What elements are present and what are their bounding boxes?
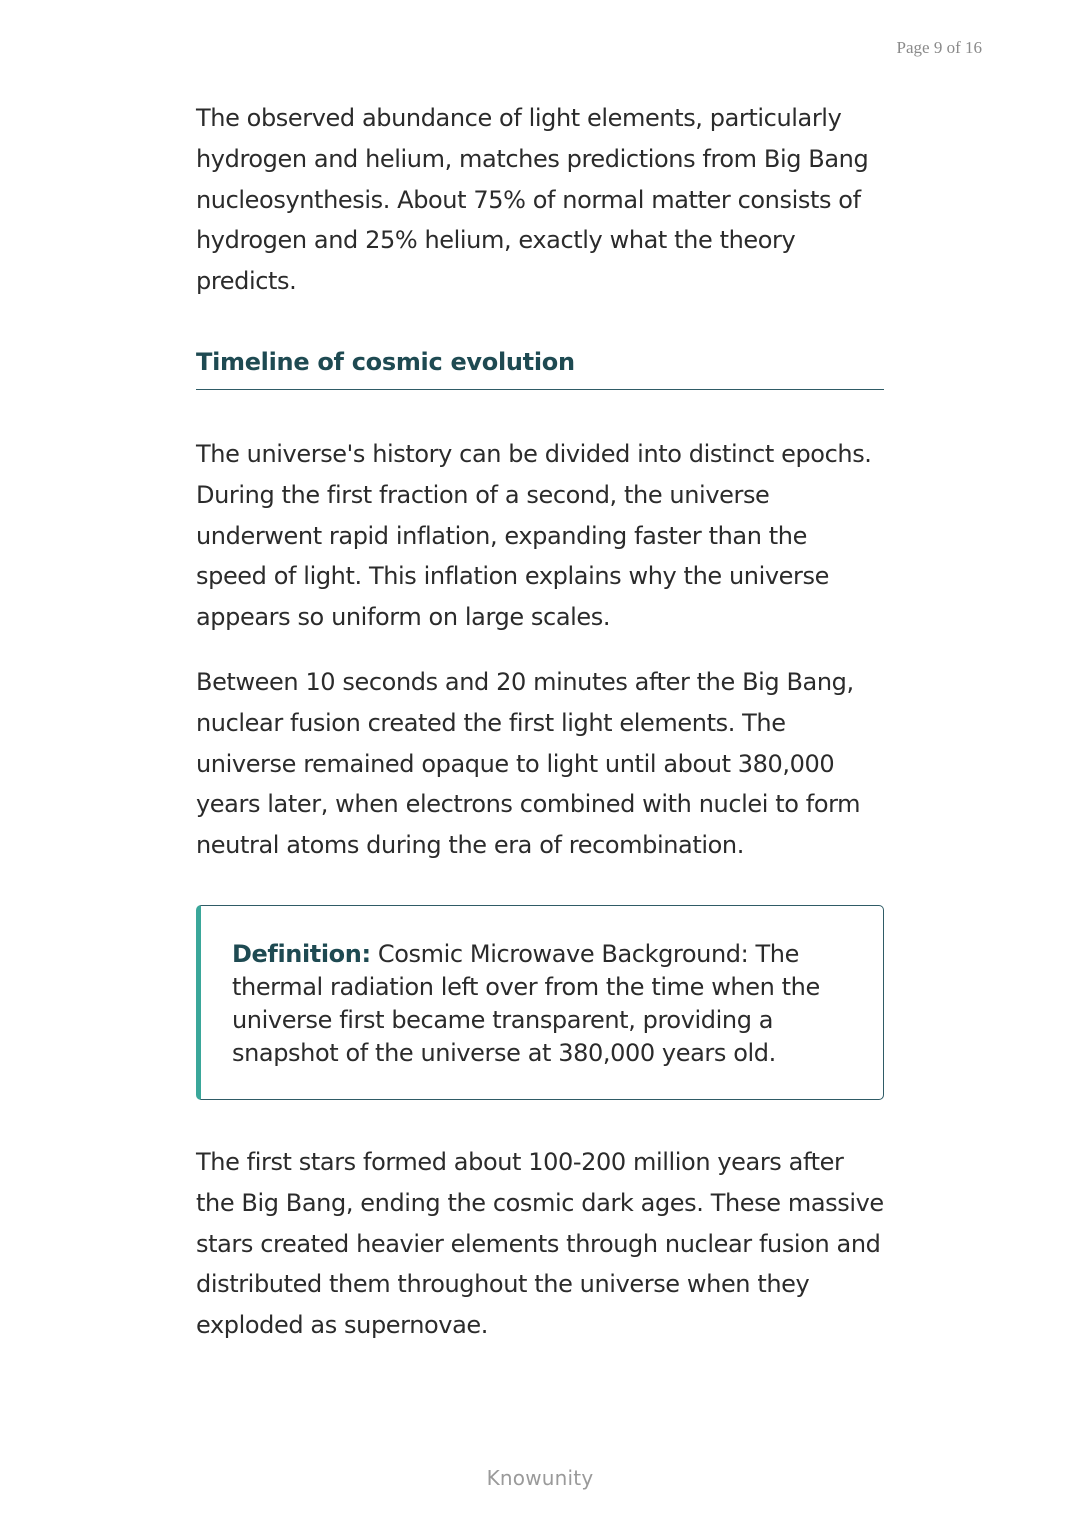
- paragraph-light-elements: The observed abundance of light elements, particularly hydrogen and helium, matches predictions from Big Bang nucleosynthesis. About 75% of normal matter consists of hydrogen and 25% helium, exactly what the theory predicts.: [196, 104, 869, 296]
- section-heading: Timeline of cosmic evolution: [196, 347, 575, 376]
- paragraph-epochs: The universe's history can be divided into distinct epochs. During the first fraction of a second, the universe underwent rapid inflation, expanding faster than the speed of light. This inflation explains why the universe appears so uniform on large scales.: [196, 439, 872, 632]
- definition-body: Cosmic Microwave Background: The thermal radiation left over from the time when the universe first became transparent, providing a snapshot of the universe at 380,000 years old.: [232, 939, 820, 1067]
- paragraph-nucleosynthesis: Between 10 seconds and 20 minutes after the Big Bang, nuclear fusion created the first light elements. The universe remained opaque to light until about 380,000 years later, when electrons combined with nuclei to form neutral atoms during the era of recombination.: [196, 667, 861, 860]
- paragraph-first-stars: The first stars formed about 100-200 million years after the Big Bang, ending the cosmic dark ages. These massive stars created heavier elements through nuclear fusion and distributed them throughout the universe when they exploded as supernovae.: [196, 1147, 884, 1340]
- document-body: [196, 98, 884, 1346]
- section-heading-block: [196, 347, 884, 390]
- footer-brand: Knowunity: [486, 1466, 594, 1490]
- definition-callout: [196, 905, 884, 1100]
- page-number: Page 9 of 16: [896, 38, 982, 57]
- definition-label: Definition:: [232, 939, 371, 968]
- definition-text: [232, 938, 853, 1070]
